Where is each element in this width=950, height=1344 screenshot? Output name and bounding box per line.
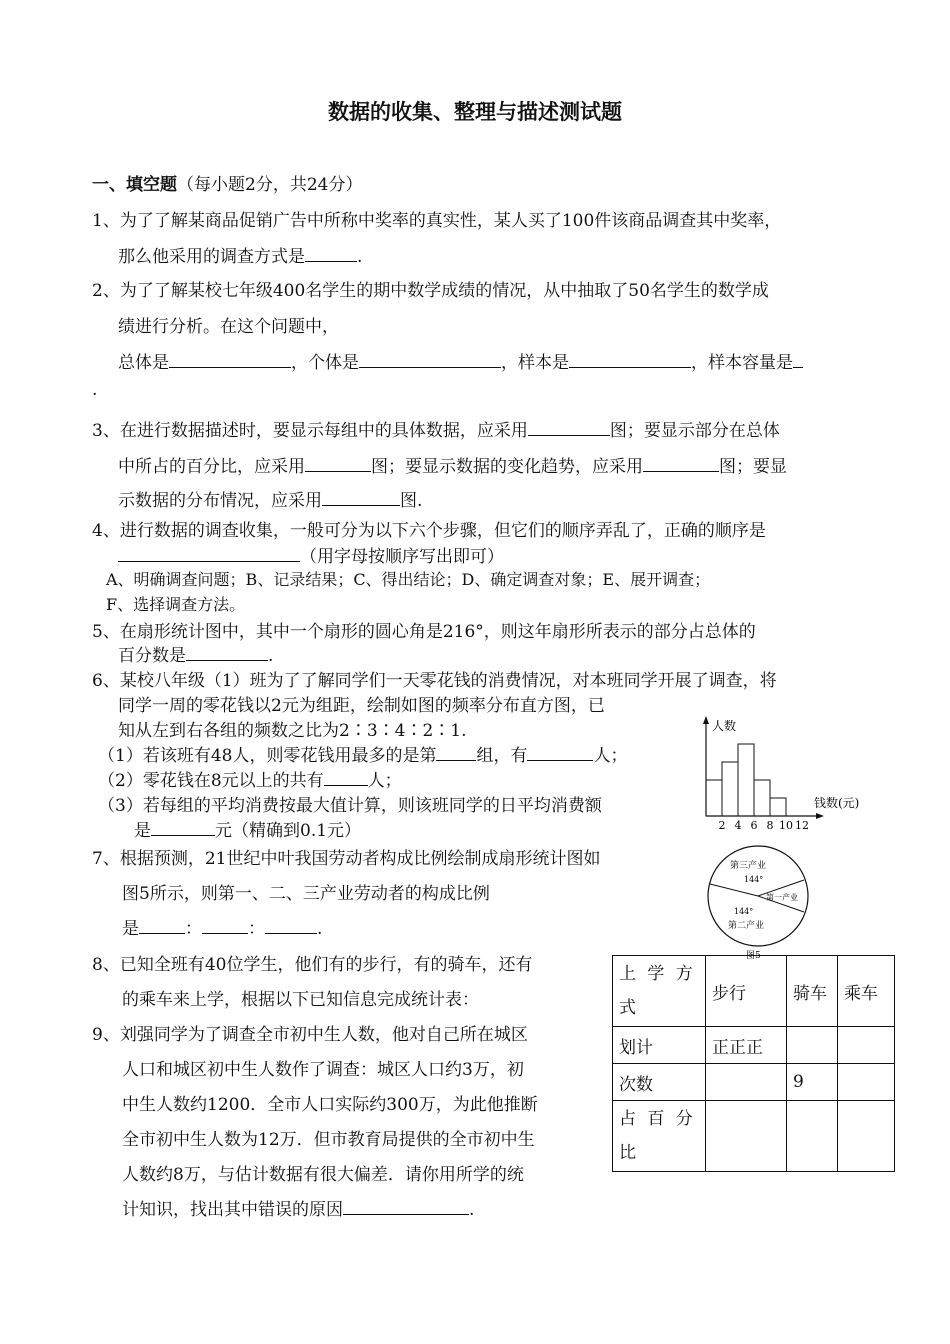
q4-line4: F、选择调查方法。 bbox=[106, 595, 246, 614]
answer-blank[interactable] bbox=[265, 918, 317, 934]
table-header-cell: 步行 bbox=[706, 956, 787, 1027]
answer-blank[interactable] bbox=[436, 745, 476, 761]
histogram-bar bbox=[722, 762, 738, 816]
table-header-cell: 上 学 方 式 bbox=[613, 956, 706, 1027]
section-heading: 一、填空题（每小题2分，共24分） bbox=[92, 175, 363, 195]
q6-sub1: （1）若该班有48人，则零花钱用最多的是第 组，有 人； bbox=[98, 746, 628, 766]
table-row bbox=[613, 1064, 895, 1101]
table-cell[interactable]: 9 bbox=[787, 1064, 838, 1101]
tertiary-industry-label: 第三产业 bbox=[730, 861, 767, 871]
x-tick-label: 8 bbox=[766, 819, 774, 832]
q5-line2: 百分数是 . bbox=[118, 646, 274, 666]
answer-blank[interactable] bbox=[528, 420, 610, 436]
q1-line1: 1、为了了解某商品促销广告中所称中奖率的真实性，某人买了100件该商品调查其中奖率， bbox=[92, 211, 782, 231]
q6-line3: 知从左到右各组的频数之比为2∶3∶4∶2∶1. bbox=[118, 721, 467, 741]
q5-line1: 5、在扇形统计图中，其中一个扇形的圆心角是216°，则这年扇形所表示的部分占总体的 bbox=[92, 622, 756, 642]
pie-divider bbox=[710, 884, 758, 896]
q3-line3: 示数据的分布情况，应采用 图. bbox=[118, 491, 423, 511]
secondary-industry-label: 第二产业 bbox=[728, 921, 765, 931]
q7-line1: 7、根据预测，21世纪中叶我国劳动者构成比例绘制成扇形统计图如 bbox=[92, 849, 601, 869]
table-cell[interactable] bbox=[706, 1101, 787, 1172]
histogram-bar bbox=[770, 798, 786, 816]
q2-line2: 绩进行分析。在这个问题中， bbox=[118, 317, 339, 337]
histogram-bar bbox=[754, 780, 770, 816]
x-tick-label: 4 bbox=[734, 819, 742, 832]
answer-blank[interactable] bbox=[643, 456, 719, 472]
table-cell[interactable]: 正正正 bbox=[706, 1027, 787, 1064]
q4-line3: A、明确调查问题；B、记录结果；C、得出结论；D、确定调查对象；E、展开调查； bbox=[106, 570, 711, 589]
answer-blank[interactable] bbox=[186, 645, 268, 661]
answer-blank[interactable] bbox=[202, 918, 248, 934]
table-cell[interactable] bbox=[838, 1101, 895, 1172]
q8-line2: 的乘车来上学，根据以下已知信息完成统计表： bbox=[122, 990, 479, 1010]
page-title: 数据的收集、整理与描述测试题 bbox=[328, 100, 622, 124]
table-row bbox=[613, 1101, 895, 1172]
table-cell[interactable] bbox=[787, 1027, 838, 1064]
answer-blank[interactable] bbox=[139, 918, 185, 934]
tertiary-angle-label: 144° bbox=[744, 875, 764, 884]
q2-line4: . bbox=[92, 380, 98, 400]
q9-line3: 中生人数约1200．全市人口实际约300万，为此他推断 bbox=[122, 1095, 538, 1115]
x-tick-label: 10 bbox=[779, 819, 793, 832]
answer-blank[interactable] bbox=[793, 352, 803, 368]
x-tick-label: 6 bbox=[750, 819, 758, 832]
table-header-row bbox=[613, 956, 895, 1027]
q9-line2: 人口和城区初中生人数作了调查：城区人口约3万，初 bbox=[122, 1060, 524, 1080]
table-cell[interactable] bbox=[838, 1027, 895, 1064]
q6-line1: 6、某校八年级（1）班为了了解同学们一天零花钱的消费情况，对本班同学开展了调查，将 bbox=[92, 671, 777, 691]
q4-line2: （用字母按顺序写出即可） bbox=[118, 542, 504, 567]
secondary-angle-label: 144° bbox=[734, 907, 754, 916]
table-row bbox=[613, 1027, 895, 1064]
q6-sub3-line2: 是 元（精确到0.1元） bbox=[134, 821, 362, 841]
answer-blank[interactable] bbox=[527, 745, 593, 761]
commute-stat-table bbox=[612, 955, 895, 1172]
table-cell: 次数 bbox=[613, 1064, 706, 1101]
x-tick-label: 2 bbox=[718, 819, 726, 832]
figure-caption: 图5 bbox=[746, 951, 761, 960]
histogram-bar bbox=[706, 780, 722, 816]
q3-line2: 中所占的百分比，应采用 图；要显示数据的变化趋势，应采用 图；要显 bbox=[118, 457, 787, 477]
answer-blank[interactable] bbox=[343, 1199, 469, 1215]
q9-line5: 人数约8万，与估计数据有很大偏差．请你用所学的统 bbox=[122, 1165, 524, 1185]
q6-line2: 同学一周的零花钱以2元为组距，绘制如图的频率分布直方图，已 bbox=[118, 696, 605, 716]
histogram-bar bbox=[738, 744, 754, 816]
q7-line2: 图5所示，则第一、二、三产业劳动者的构成比例 bbox=[122, 884, 490, 904]
table-header-cell: 骑车 bbox=[787, 956, 838, 1027]
q2-line1: 2、为了了解某校七年级400名学生的期中数学成绩的情况，从中抽取了50名学生的数学成 bbox=[92, 281, 769, 301]
labor-pie-chart bbox=[700, 842, 820, 960]
q7-line3: 是 ： ： . bbox=[122, 919, 323, 939]
q9-line4: 全市初中生人数为12万．但市教育局提供的全市初中生 bbox=[122, 1130, 535, 1150]
q6-sub2: （2）零花钱在8元以上的共有 人； bbox=[98, 771, 402, 791]
y-axis-arrow bbox=[703, 716, 709, 724]
answer-blank[interactable] bbox=[322, 490, 400, 506]
answer-blank[interactable] bbox=[305, 246, 357, 262]
primary-industry-label: 第一产业 bbox=[766, 893, 798, 902]
answer-blank[interactable] bbox=[169, 352, 291, 368]
table-cell[interactable] bbox=[838, 1064, 895, 1101]
q8-line1: 8、已知全班有40位学生，他们有的步行，有的骑车，还有 bbox=[92, 955, 533, 975]
table-cell: 划计 bbox=[613, 1027, 706, 1064]
q1-line2: 那么他采用的调查方式是 . bbox=[118, 247, 363, 267]
answer-blank[interactable] bbox=[569, 352, 691, 368]
q6-sub3: （3）若每组的平均消费按最大值计算，则该班同学的日平均消费额 bbox=[98, 796, 602, 816]
table-cell[interactable] bbox=[787, 1101, 838, 1172]
q4-line1: 4、进行数据的调查收集，一般可分为以下六个步骤，但它们的顺序弄乱了，正确的顺序是 bbox=[92, 521, 766, 541]
answer-blank[interactable] bbox=[359, 352, 501, 368]
x-tick-label: 12 bbox=[795, 819, 809, 832]
q9-line1: 9、刘强同学为了调查全市初中生人数，他对自己所在城区 bbox=[92, 1025, 528, 1045]
y-axis-label: 人数 bbox=[712, 719, 737, 733]
table-cell[interactable] bbox=[706, 1064, 787, 1101]
answer-blank[interactable] bbox=[118, 546, 300, 562]
q9-line6: 计知识，找出其中错误的原因 . bbox=[122, 1200, 475, 1220]
table-header-cell: 乘车 bbox=[838, 956, 895, 1027]
frequency-histogram bbox=[690, 712, 870, 834]
x-axis-arrow bbox=[816, 813, 824, 819]
answer-blank[interactable] bbox=[151, 820, 215, 836]
q2-line3: 总体是 ，个体是 ，样本是 ，样本容量是 bbox=[118, 348, 803, 373]
answer-blank[interactable] bbox=[324, 770, 368, 786]
x-axis-label: 钱数(元) bbox=[814, 796, 860, 810]
q3-line1: 3、在进行数据描述时，要显示每组中的具体数据，应采用 图；要显示部分在总体 bbox=[92, 421, 780, 441]
table-cell: 占 百 分 比 bbox=[613, 1101, 706, 1172]
answer-blank[interactable] bbox=[305, 456, 371, 472]
